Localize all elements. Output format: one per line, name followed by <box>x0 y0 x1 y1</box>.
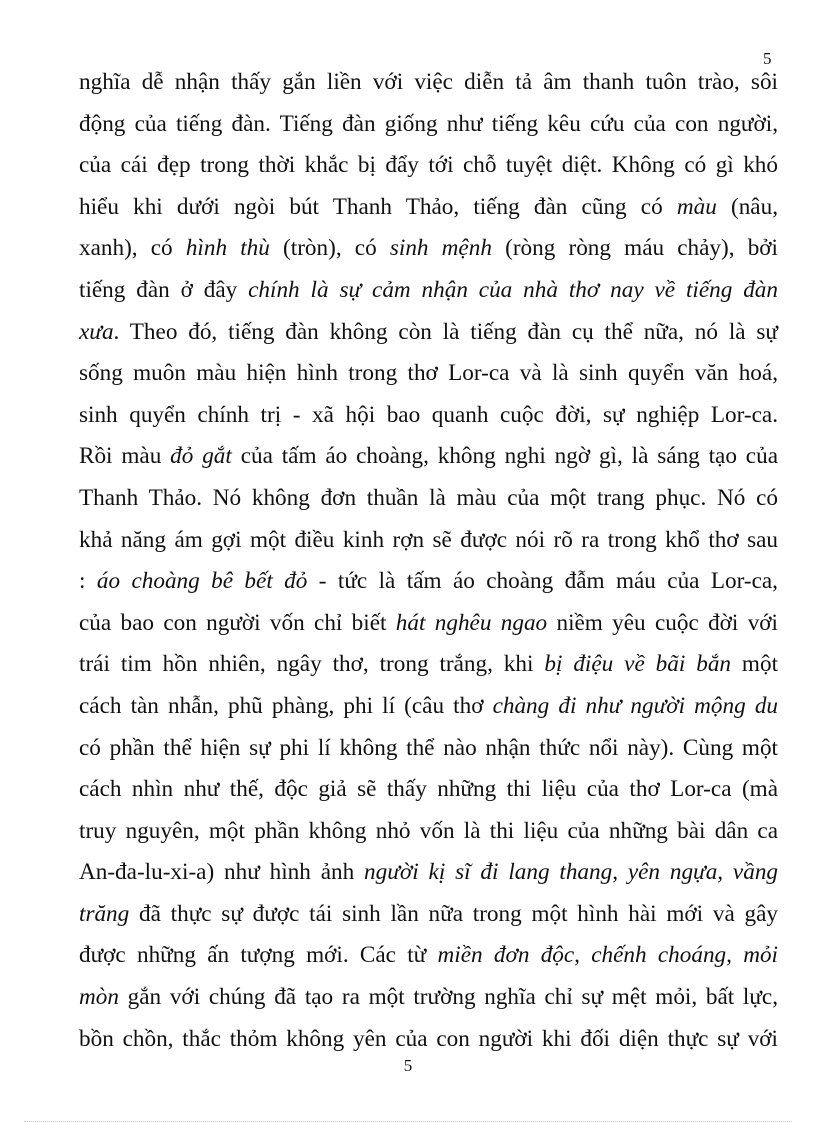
text-line <box>79 811 778 853</box>
text-segment: sống muôn màu hiện hình trong thơ Lor-ca và là sinh quyển văn hoá, <box>79 360 778 387</box>
page-bottom-divider <box>24 1121 792 1122</box>
text-line <box>79 644 778 686</box>
text-line <box>79 561 778 603</box>
text-line <box>79 1019 778 1061</box>
text-line <box>79 353 778 395</box>
text-segment: (tròn), có <box>269 235 390 262</box>
text-segment: được những ấn tượng mới. Các từ <box>79 942 438 969</box>
text-segment: một <box>731 651 779 678</box>
text-segment: khả năng ám gợi một điều kinh rợn sẽ được nói rõ ra trong khổ thơ sau <box>79 526 778 553</box>
text-segment: của tấm áo choàng, không nghi ngờ gì, là sáng tạo của <box>231 443 778 470</box>
italic-phrase: chính là sự cảm nhận của nhà thơ nay về tiếng đàn <box>248 276 778 303</box>
italic-phrase: đỏ gắt <box>170 443 232 470</box>
text-line <box>79 769 778 811</box>
text-segment: (ròng ròng máu chảy), bởi <box>491 235 779 262</box>
text-line <box>79 603 778 645</box>
italic-phrase: áo choàng bê bết đỏ <box>96 568 308 595</box>
text-line <box>79 894 778 936</box>
text-segment: niềm yêu cuộc đời với <box>547 609 779 636</box>
text-segment: nghĩa dễ nhận thấy gắn liền với việc diễn tả âm thanh tuôn trào, sôi <box>79 69 778 95</box>
text-line <box>79 228 778 270</box>
text-segment: sinh quyển chính trị - xã hội bao quanh cuộc đời, sự nghiệp Lor-ca. <box>79 401 778 428</box>
text-line <box>79 728 778 770</box>
text-segment: Rồi màu <box>79 443 171 470</box>
text-line <box>79 187 778 229</box>
text-segment: xanh), có <box>79 235 186 262</box>
italic-phrase: màu <box>676 193 717 220</box>
text-segment: An-đa-lu-xi-a) như hình ảnh <box>79 859 365 886</box>
text-segment: trái tim hồn nhiên, ngây thơ, trong trắng, khi <box>79 651 545 678</box>
text-segment: . Theo đó, tiếng đàn không còn là tiếng đàn cụ thể nữa, nó là sự <box>113 318 778 345</box>
page-number-top: 5 <box>763 49 772 68</box>
text-segment: : <box>79 568 97 595</box>
text-segment: - tức là tấm áo choàng đẫm máu của Lor-ca, <box>307 568 778 595</box>
text-line <box>79 478 778 520</box>
italic-phrase: hát nghêu ngao <box>395 609 548 636</box>
italic-phrase: bị điệu về bãi bắn <box>544 651 732 678</box>
text-line <box>79 436 778 478</box>
page-number-bottom: 5 <box>403 1056 413 1075</box>
text-line <box>79 935 778 977</box>
text-line <box>79 62 778 104</box>
text-segment: Thanh Thảo. Nó không đơn thuần là màu của một trang phục. Nó có <box>79 484 778 511</box>
text-segment: cách tàn nhẫn, phũ phàng, phi lí (câu thơ <box>79 692 493 719</box>
text-segment: bồn chồn, thắc thỏm không yên của con người khi đối diện thực sự với <box>79 1025 778 1052</box>
text-segment: động của tiếng đàn. Tiếng đàn giống như tiếng kêu cứu của con người, <box>79 110 778 137</box>
text-segment: có phần thể hiện sự phi lí không thể nào nhận thức nổi này). Cùng một <box>79 734 778 761</box>
text-segment: tiếng đàn ở đây <box>79 276 249 303</box>
body-text <box>79 62 778 1060</box>
italic-phrase: xưa <box>79 318 114 345</box>
text-line <box>79 270 778 312</box>
text-line <box>79 312 778 354</box>
italic-phrase: người kị sĩ đi lang thang, yên ngựa, vầng <box>364 859 779 886</box>
text-segment: đã thực sự được tái sinh lần nữa trong một hình hài mới và gây <box>129 900 778 927</box>
text-segment: gắn với chúng đã tạo ra một trường nghĩa chỉ sự mệt mỏi, bất lực, <box>118 984 778 1011</box>
italic-phrase: hình thù <box>185 235 270 262</box>
text-line <box>79 977 778 1019</box>
italic-phrase: chàng đi như người mộng du <box>492 692 779 719</box>
text-line <box>79 104 778 146</box>
text-segment: (nâu, <box>716 193 778 220</box>
text-segment: cách nhìn như thế, độc giả sẽ thấy những thi liệu của thơ Lor-ca (mà <box>79 776 778 803</box>
text-segment: hiểu khi dưới ngòi bút Thanh Thảo, tiếng đàn cũng có <box>79 193 677 220</box>
italic-phrase: trăng <box>79 900 130 927</box>
italic-phrase: mòn <box>79 984 119 1011</box>
text-segment: của bao con người vốn chỉ biết <box>79 609 396 636</box>
italic-phrase: sinh mệnh <box>389 235 492 262</box>
text-segment: của cái đẹp trong thời khắc bị đẩy tới chỗ tuyệt diệt. Không có gì khó <box>79 152 778 179</box>
italic-phrase: miền đơn độc, chếnh choáng, mỏi <box>437 942 778 969</box>
text-line <box>79 852 778 894</box>
text-line <box>79 686 778 728</box>
text-line <box>79 520 778 562</box>
text-segment: truy nguyên, một phần không nhỏ vốn là thi liệu của những bài dân ca <box>79 817 778 844</box>
text-line <box>79 395 778 437</box>
text-line <box>79 145 778 187</box>
